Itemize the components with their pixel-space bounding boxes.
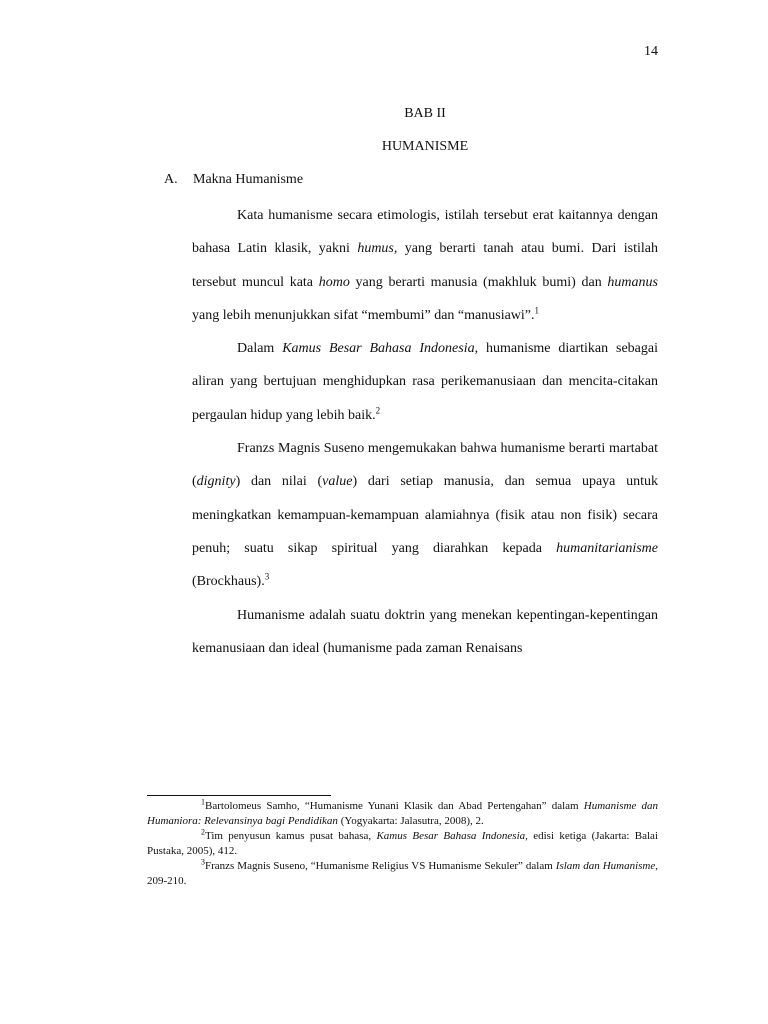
footnote-title: Humanisme dan Humaniora: Relevansinya bagi Pendidikan — [147, 800, 658, 827]
term-kbbi: Kamus Besar Bahasa Indonesia — [282, 341, 475, 357]
paragraph-etymology: Kata humanisme secara etimologis, istilah tersebut erat kaitannya dengan bahasa Latin klasik, yakni humus, yang berarti tanah atau bumi. Dari istilah tersebut muncul kata homo yang berarti manusia (makhluk bumi) dan humanus yang lebih menunjukkan sifat “membumi” dan “manusiawi”.$^1$ — [192, 208, 658, 323]
footnote-number: 3 — [201, 857, 205, 867]
footnote-ref-1: 1 — [534, 305, 540, 316]
paragraph-doctrine: Humanisme adalah suatu doktrin yang menekan kepentingan-kepentingan kemanusiaan dan ideal (humanisme pada zaman Renaisans — [192, 607, 658, 656]
footnotes — [147, 799, 658, 889]
section-letter: A. — [164, 172, 178, 187]
footnote-title: Islam dan Humanisme — [555, 860, 656, 872]
footnote-ref-2: 2 — [375, 405, 381, 416]
footnote-number: 2 — [201, 827, 205, 837]
chapter-title: HUMANISME — [381, 139, 469, 154]
footnote-title: Kamus Besar Bahasa Indonesia — [376, 830, 526, 842]
footnote-ref-3: 3 — [264, 571, 270, 582]
term-humanitarianisme: humanitarianisme — [556, 540, 658, 556]
term-value: value — [322, 474, 353, 490]
term-dignity: dignity — [196, 474, 236, 490]
footnote-1: $^1$Bartolomeus Samho, “Humanisme Yunani Klasik dan Abad Pertengahan” dalam Humanisme dan Humaniora: Relevansinya bagi Pendidikan (Yogyakarta: Jalasutra, 2008), 2. — [147, 797, 658, 827]
section-title: Makna Humanisme — [193, 172, 304, 187]
page-number: 14 — [644, 44, 658, 59]
chapter-number: BAB II — [404, 106, 446, 121]
footnote-3: $^3$Franzs Magnis Suseno, “Humanisme Religius VS Humanisme Sekuler” dalam Islam dan Humanisme, 209-210. — [147, 857, 658, 887]
term-humus: humus — [357, 241, 394, 257]
footnote-separator — [147, 795, 331, 796]
term-homo: homo — [318, 274, 350, 290]
term-humanus: humanus — [607, 274, 658, 290]
body-text — [192, 199, 658, 665]
section-heading — [164, 172, 303, 188]
footnote-number: 1 — [201, 797, 205, 807]
footnote-2: $^2$Tim penyusun kamus pusat bahasa, Kamus Besar Bahasa Indonesia, edisi ketiga (Jakarta: Balai Pustaka, 2005), 412. — [147, 827, 658, 857]
paragraph-kbbi: Dalam Kamus Besar Bahasa Indonesia, humanisme diartikan sebagai aliran yang bertujuan menghidupkan rasa perikemanusiaan dan mencita-citakan pergaulan hidup yang lebih baik.$^2$ — [192, 341, 658, 423]
paragraph-suseno: Franzs Magnis Suseno mengemukakan bahwa humanisme berarti martabat (dignity) dan nilai (value) dari setiap manusia, dan semua upaya untuk meningkatkan kemampuan-kemampuan alamiahnya (fisik atau non fisik) secara penuh; suatu sikap spiritual yang diarahkan kepada humanitarianisme (Brockhaus).$^3$ — [192, 441, 659, 590]
